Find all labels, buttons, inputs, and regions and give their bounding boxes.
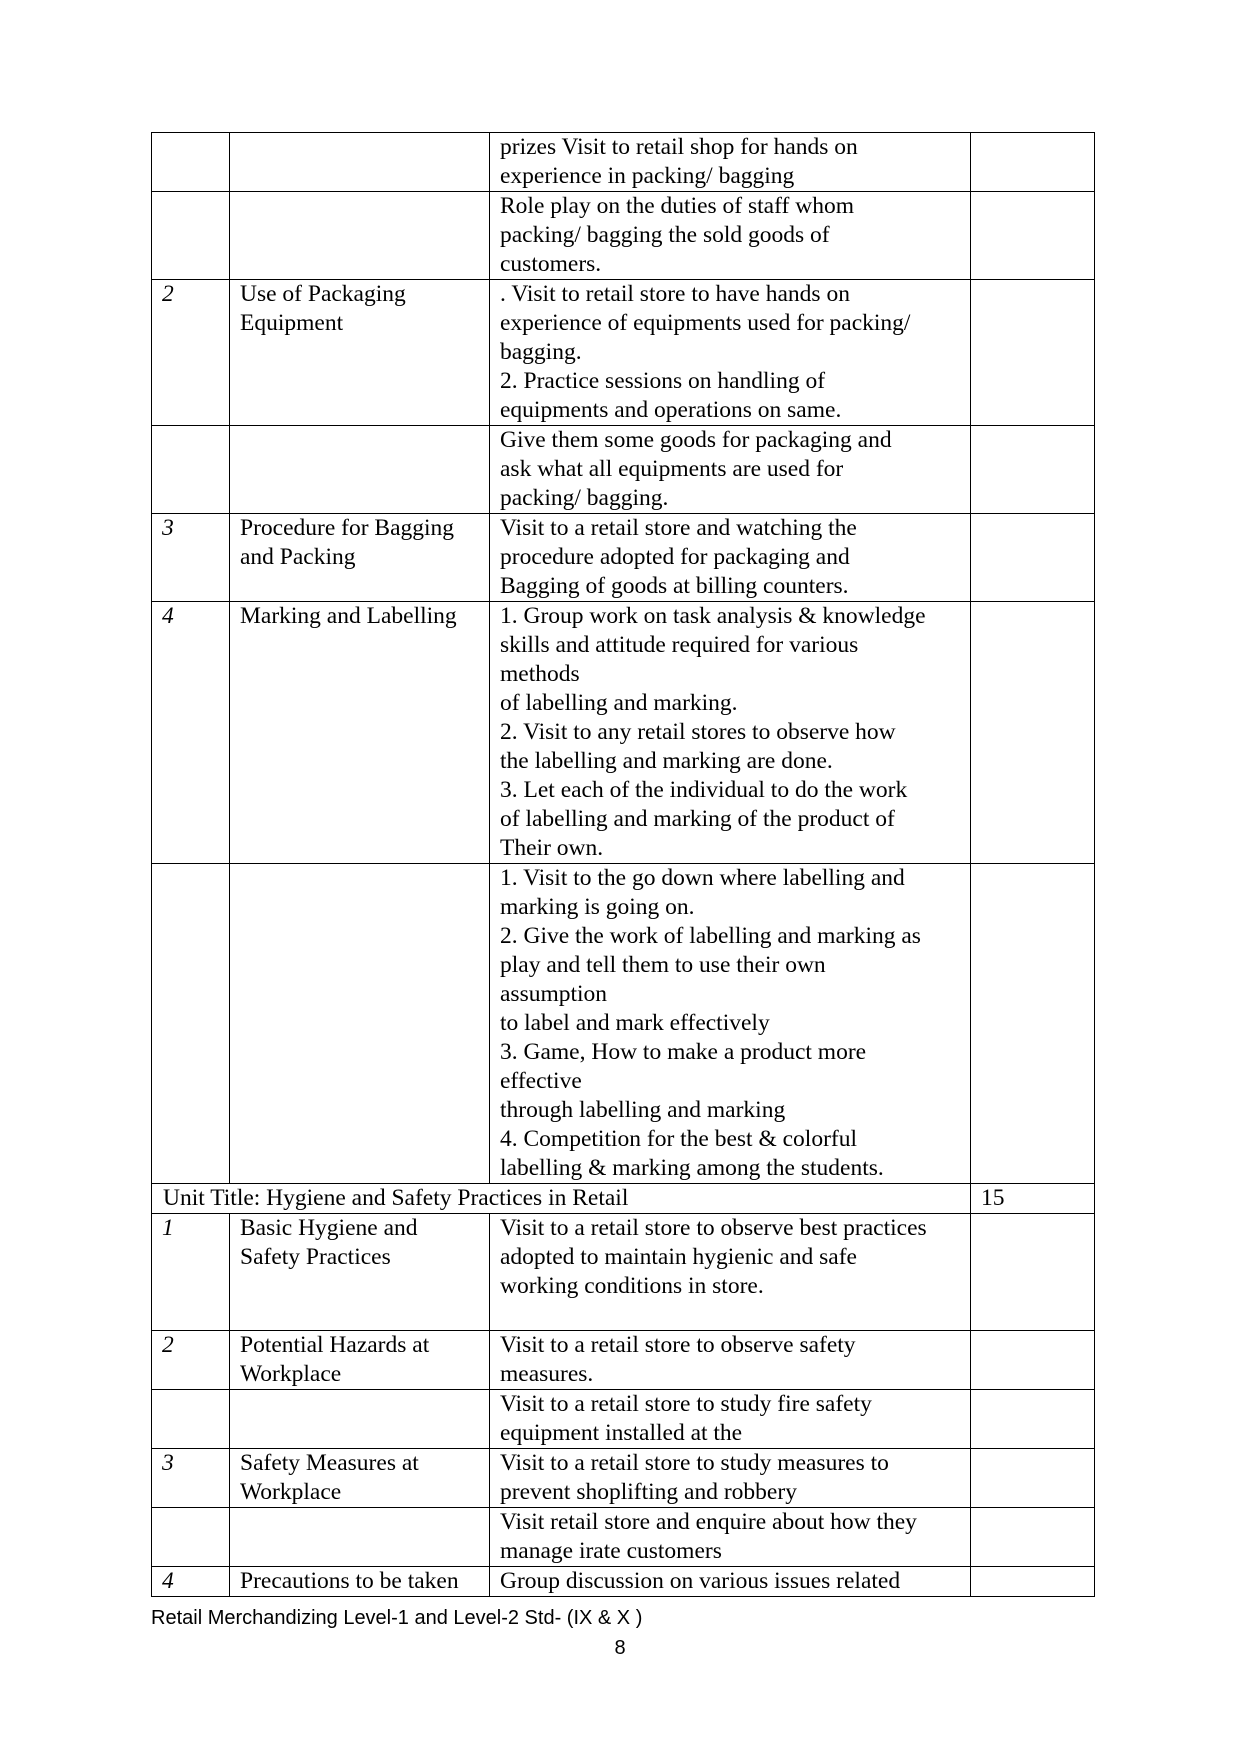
table-row: [152, 133, 1095, 192]
session-number: 3: [152, 1449, 230, 1508]
session-activity: Visit retail store and enquire about how they manage irate customers: [490, 1508, 971, 1567]
session-number: [152, 1508, 230, 1567]
session-topic: [230, 1390, 490, 1449]
session-activity: Role play on the duties of staff whom packing/ bagging the sold goods of customers.: [490, 192, 971, 280]
table-row: [152, 1214, 1095, 1331]
session-hours: [971, 192, 1095, 280]
table-row: [152, 426, 1095, 514]
table-row: [152, 514, 1095, 602]
session-hours: [971, 1331, 1095, 1390]
session-activity: 1. Group work on task analysis & knowledge skills and attitude required for various methods of labelling and marking. 2. Visit to any retail stores to observe how the labelling and marking are done. 3. Let each of the individual to do the work of labelling and marking of the product of Their own.: [490, 602, 971, 864]
footer-text: Retail Merchandizing Level-1 and Level-2 Std- (IX & X ): [151, 1607, 643, 1629]
table-row: [152, 280, 1095, 426]
session-hours: [971, 1390, 1095, 1449]
session-topic: [230, 192, 490, 280]
session-topic: [230, 426, 490, 514]
unit-title: Unit Title: Hygiene and Safety Practices in Retail: [152, 1184, 971, 1214]
table-row: [152, 1508, 1095, 1567]
session-number: 3: [152, 514, 230, 602]
session-topic: Basic Hygiene and Safety Practices: [230, 1214, 490, 1331]
session-hours: [971, 864, 1095, 1184]
session-hours: [971, 602, 1095, 864]
session-number: [152, 426, 230, 514]
session-topic: [230, 133, 490, 192]
table-row: [152, 602, 1095, 864]
session-activity: prizes Visit to retail shop for hands on experience in packing/ bagging: [490, 133, 971, 192]
session-activity: Give them some goods for packaging and ask what all equipments are used for packing/ bagging.: [490, 426, 971, 514]
session-activity: Visit to a retail store to study measures to prevent shoplifting and robbery: [490, 1449, 971, 1508]
session-hours: [971, 133, 1095, 192]
session-topic: Use of Packaging Equipment: [230, 280, 490, 426]
session-number: [152, 192, 230, 280]
session-topic: Potential Hazards at Workplace: [230, 1331, 490, 1390]
table-row: [152, 192, 1095, 280]
session-number: [152, 133, 230, 192]
page-number: 8: [614, 1637, 626, 1659]
session-activity: . Visit to retail store to have hands on experience of equipments used for packing/ bagging. 2. Practice sessions on handling of equipments and operations on same.: [490, 280, 971, 426]
session-hours: [971, 1567, 1095, 1597]
session-activity: Visit to a retail store to study fire safety equipment installed at the: [490, 1390, 971, 1449]
curriculum-table: [151, 132, 1095, 1597]
session-topic: Procedure for Bagging and Packing: [230, 514, 490, 602]
session-hours: [971, 1449, 1095, 1508]
table-row: [152, 1567, 1095, 1597]
session-activity: Group discussion on various issues related: [490, 1567, 971, 1597]
session-topic: Safety Measures at Workplace: [230, 1449, 490, 1508]
session-topic: [230, 864, 490, 1184]
table-row: [152, 1449, 1095, 1508]
session-activity: 1. Visit to the go down where labelling and marking is going on. 2. Give the work of labelling and marking as play and tell them to use their own assumption to label and mark effectively 3. Game, How to make a product more effective through labelling and marking 4. Competition for the best & colorful labelling & marking among the students.: [490, 864, 971, 1184]
session-number: [152, 1390, 230, 1449]
session-activity: Visit to a retail store to observe best practices adopted to maintain hygienic and safe working conditions in store.: [490, 1214, 971, 1331]
table-row: [152, 1390, 1095, 1449]
session-topic: Marking and Labelling: [230, 602, 490, 864]
session-hours: [971, 426, 1095, 514]
unit-hours: 15: [971, 1184, 1095, 1214]
session-number: 1: [152, 1214, 230, 1331]
table-row: [152, 864, 1095, 1184]
unit-title-row: [152, 1184, 1095, 1214]
session-topic: [230, 1508, 490, 1567]
session-hours: [971, 1508, 1095, 1567]
session-number: 2: [152, 1331, 230, 1390]
session-number: 4: [152, 602, 230, 864]
table-row: [152, 1331, 1095, 1390]
session-number: 4: [152, 1567, 230, 1597]
session-activity: Visit to a retail store and watching the procedure adopted for packaging and Bagging of goods at billing counters.: [490, 514, 971, 602]
session-hours: [971, 280, 1095, 426]
session-number: 2: [152, 280, 230, 426]
session-activity: Visit to a retail store to observe safety measures.: [490, 1331, 971, 1390]
session-hours: [971, 1214, 1095, 1331]
session-topic: Precautions to be taken: [230, 1567, 490, 1597]
session-hours: [971, 514, 1095, 602]
session-number: [152, 864, 230, 1184]
